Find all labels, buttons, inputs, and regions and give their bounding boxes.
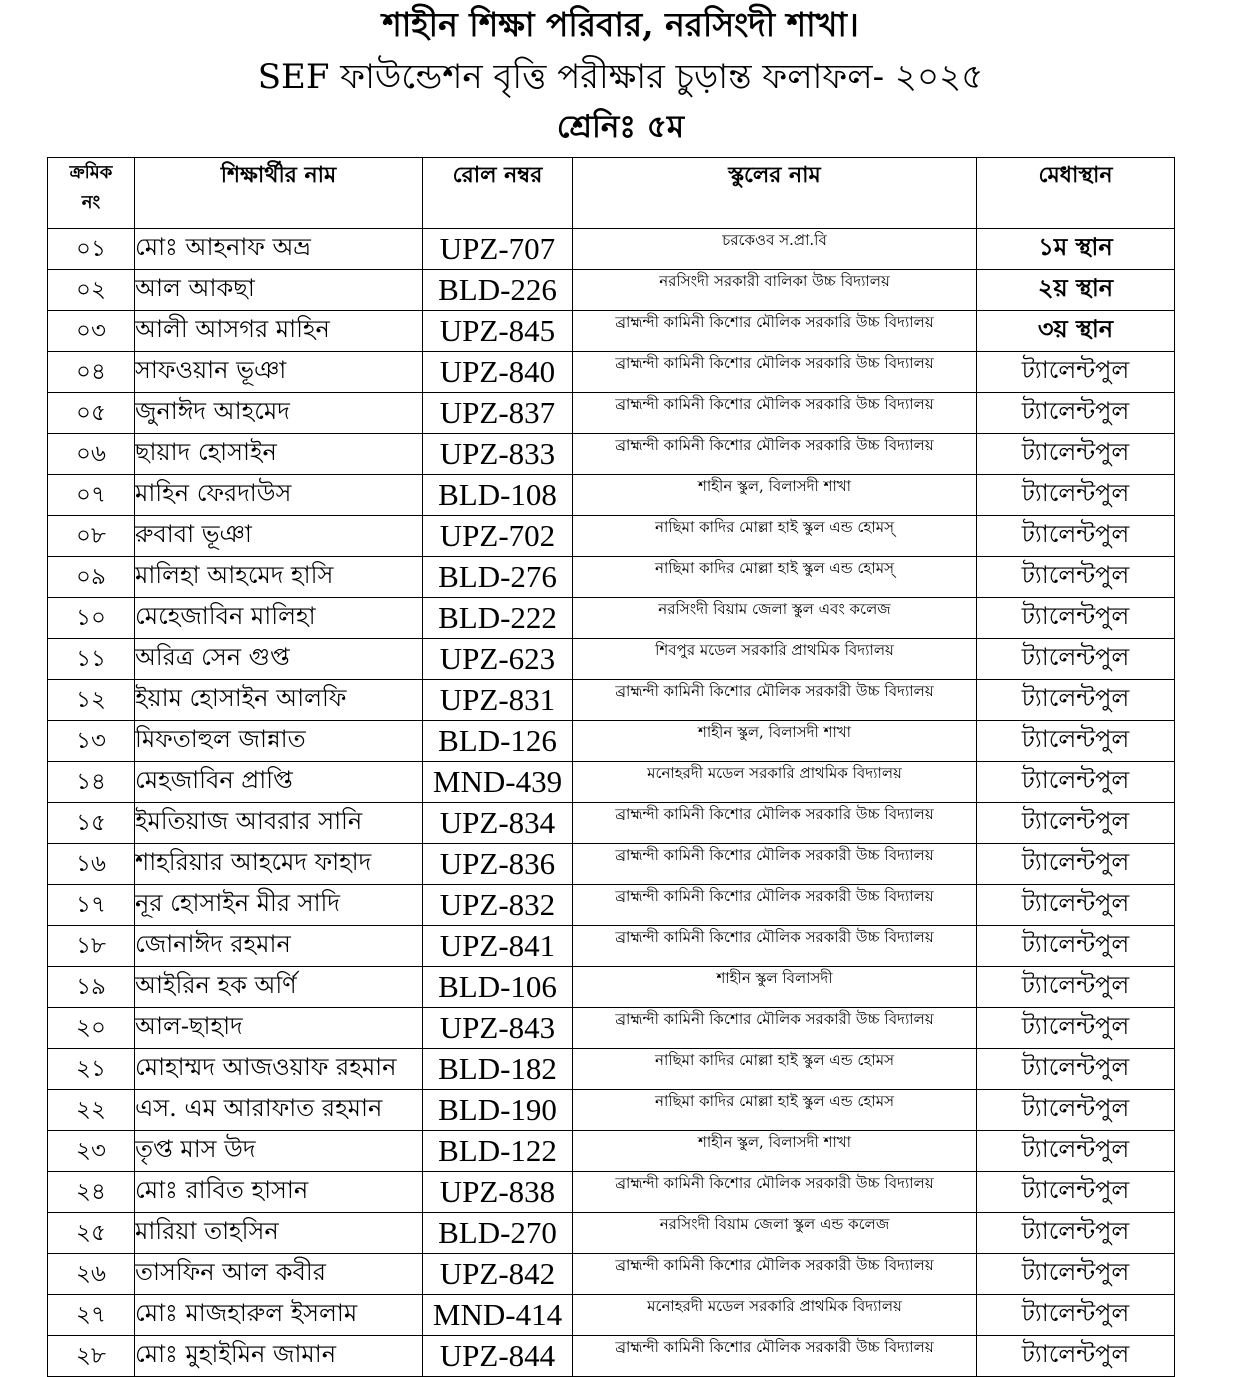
cell-school-name: ব্রাহ্মন্দী কামিনী কিশোর মৌলিক সরকারি উচ্চ বিদ্যালয় [573, 393, 977, 434]
table-row [48, 1049, 1175, 1090]
cell-serial: ০৩ [48, 311, 135, 352]
header-row [48, 158, 1175, 229]
cell-serial: ১৬ [48, 844, 135, 885]
cell-merit-position: ট্যালেন্টপুল [977, 721, 1175, 762]
table-row [48, 229, 1175, 270]
cell-roll-number: BLD-190 [423, 1090, 573, 1131]
cell-serial: ১৯ [48, 967, 135, 1008]
cell-school-name: ব্রাহ্মন্দী কামিনী কিশোর মৌলিক সরকারী উচ্চ বিদ্যালয় [573, 680, 977, 721]
cell-student-name: মোঃ মাজহারুল ইসলাম [135, 1295, 423, 1336]
column-header-school: স্কুলের নাম [573, 158, 977, 229]
cell-merit-position: ট্যালেন্টপুল [977, 639, 1175, 680]
cell-roll-number: UPZ-836 [423, 844, 573, 885]
cell-student-name: আল-ছাহাদ [135, 1008, 423, 1049]
cell-serial: ২১ [48, 1049, 135, 1090]
cell-roll-number: BLD-106 [423, 967, 573, 1008]
table-row [48, 926, 1175, 967]
cell-student-name: মোহাম্মদ আজওয়াফ রহমান [135, 1049, 423, 1090]
cell-merit-position: ট্যালেন্টপুল [977, 803, 1175, 844]
cell-student-name: ইমতিয়াজ আবরার সানি [135, 803, 423, 844]
cell-serial: ১৮ [48, 926, 135, 967]
table-row [48, 639, 1175, 680]
cell-school-name: নাছিমা কাদির মোল্লা হাই স্কুল এন্ড হোমস্ [573, 516, 977, 557]
table-row [48, 270, 1175, 311]
cell-merit-position: ট্যালেন্টপুল [977, 516, 1175, 557]
table-row [48, 1008, 1175, 1049]
cell-roll-number: MND-414 [423, 1295, 573, 1336]
table-row [48, 557, 1175, 598]
table-row [48, 1295, 1175, 1336]
cell-roll-number: UPZ-845 [423, 311, 573, 352]
cell-roll-number: UPZ-843 [423, 1008, 573, 1049]
table-row [48, 475, 1175, 516]
cell-serial: ২০ [48, 1008, 135, 1049]
cell-merit-position: ট্যালেন্টপুল [977, 434, 1175, 475]
cell-student-name: জুনাঈদ আহমেদ [135, 393, 423, 434]
cell-serial: ২৫ [48, 1213, 135, 1254]
column-header-serial-line2: নং [81, 192, 101, 213]
table-row [48, 1213, 1175, 1254]
cell-serial: ০৫ [48, 393, 135, 434]
cell-school-name: মনোহরদী মডেল সরকারি প্রাথমিক বিদ্যালয় [573, 762, 977, 803]
cell-roll-number: UPZ-838 [423, 1172, 573, 1213]
cell-roll-number: UPZ-834 [423, 803, 573, 844]
cell-merit-position: ট্যালেন্টপুল [977, 885, 1175, 926]
cell-student-name: আলী আসগর মাহিন [135, 311, 423, 352]
cell-school-name: নরসিংদী বিয়াম জেলা স্কুল এন্ড কলেজ [573, 1213, 977, 1254]
cell-student-name: এস. এম আরাফাত রহমান [135, 1090, 423, 1131]
cell-merit-position: ট্যালেন্টপুল [977, 1131, 1175, 1172]
cell-roll-number: UPZ-841 [423, 926, 573, 967]
cell-merit-position: ট্যালেন্টপুল [977, 680, 1175, 721]
cell-student-name: মেহেজাবিন মালিহা [135, 598, 423, 639]
cell-serial: ০৬ [48, 434, 135, 475]
cell-merit-position: ৩য় স্থান [977, 311, 1175, 352]
table-row [48, 762, 1175, 803]
cell-serial: ২৭ [48, 1295, 135, 1336]
cell-school-name: ব্রাহ্মন্দী কামিনী কিশোর মৌলিক সরকারী উচ্চ বিদ্যালয় [573, 1254, 977, 1295]
cell-serial: ২৬ [48, 1254, 135, 1295]
cell-merit-position: ট্যালেন্টপুল [977, 1090, 1175, 1131]
cell-merit-position: ট্যালেন্টপুল [977, 967, 1175, 1008]
column-header-serial-line1: ক্রমিক [69, 162, 113, 183]
cell-school-name: নরসিংদী সরকারী বালিকা উচ্চ বিদ্যালয় [573, 270, 977, 311]
cell-school-name: ব্রাহ্মন্দী কামিনী কিশোর মৌলিক সরকারি উচ্চ বিদ্যালয় [573, 311, 977, 352]
cell-student-name: নূর হোসাইন মীর সাদি [135, 885, 423, 926]
cell-serial: ১১ [48, 639, 135, 680]
results-table-header [48, 158, 1175, 229]
cell-school-name: শাহীন স্কুল, বিলাসদী শাখা [573, 1131, 977, 1172]
table-row [48, 967, 1175, 1008]
cell-serial: ১৫ [48, 803, 135, 844]
table-row [48, 1172, 1175, 1213]
cell-roll-number: UPZ-844 [423, 1336, 573, 1377]
cell-merit-position: ট্যালেন্টপুল [977, 926, 1175, 967]
cell-roll-number: BLD-226 [423, 270, 573, 311]
cell-merit-position: ট্যালেন্টপুল [977, 1008, 1175, 1049]
cell-student-name: মাহিন ফেরদাউস [135, 475, 423, 516]
cell-student-name: আইরিন হক অর্ণি [135, 967, 423, 1008]
cell-roll-number: UPZ-707 [423, 229, 573, 270]
table-row [48, 393, 1175, 434]
cell-roll-number: UPZ-702 [423, 516, 573, 557]
table-row [48, 844, 1175, 885]
cell-school-name: শাহীন স্কুল, বিলাসদী শাখা [573, 475, 977, 516]
cell-serial: ২৪ [48, 1172, 135, 1213]
cell-merit-position: ১ম স্থান [977, 229, 1175, 270]
cell-student-name: আল আকছা [135, 270, 423, 311]
results-table-body [48, 229, 1175, 1377]
cell-school-name: ব্রাহ্মন্দী কামিনী কিশোর মৌলিক সরকারী উচ্চ বিদ্যালয় [573, 1172, 977, 1213]
cell-serial: ২২ [48, 1090, 135, 1131]
cell-merit-position: ট্যালেন্টপুল [977, 1254, 1175, 1295]
cell-roll-number: UPZ-837 [423, 393, 573, 434]
cell-merit-position: ট্যালেন্টপুল [977, 1049, 1175, 1090]
cell-merit-position: ট্যালেন্টপুল [977, 352, 1175, 393]
table-row [48, 721, 1175, 762]
cell-student-name: মোঃ রাবিত হাসান [135, 1172, 423, 1213]
column-header-serial [48, 158, 135, 229]
cell-roll-number: BLD-182 [423, 1049, 573, 1090]
table-row [48, 885, 1175, 926]
cell-student-name: রুবাবা ভূঞা [135, 516, 423, 557]
cell-serial: ০৭ [48, 475, 135, 516]
cell-student-name: অরিত্র সেন গুপ্ত [135, 639, 423, 680]
cell-school-name: ব্রাহ্মন্দী কামিনী কিশোর মৌলিক সরকারী উচ্চ বিদ্যালয় [573, 844, 977, 885]
cell-student-name: ছায়াদ হোসাইন [135, 434, 423, 475]
cell-merit-position: ট্যালেন্টপুল [977, 1172, 1175, 1213]
table-row [48, 352, 1175, 393]
table-row [48, 1336, 1175, 1377]
cell-serial: ০১ [48, 229, 135, 270]
cell-student-name: জোনাঈদ রহমান [135, 926, 423, 967]
cell-merit-position: ট্যালেন্টপুল [977, 475, 1175, 516]
cell-serial: ২৮ [48, 1336, 135, 1377]
cell-roll-number: BLD-276 [423, 557, 573, 598]
table-row [48, 680, 1175, 721]
cell-roll-number: UPZ-831 [423, 680, 573, 721]
cell-serial: ১৩ [48, 721, 135, 762]
cell-roll-number: MND-439 [423, 762, 573, 803]
table-row [48, 1254, 1175, 1295]
cell-school-name: শাহীন স্কুল বিলাসদী [573, 967, 977, 1008]
cell-roll-number: BLD-108 [423, 475, 573, 516]
cell-student-name: শাহরিয়ার আহমেদ ফাহাদ [135, 844, 423, 885]
table-row [48, 1131, 1175, 1172]
cell-serial: ১৪ [48, 762, 135, 803]
cell-school-name: নাছিমা কাদির মোল্লা হাই স্কুল এন্ড হোমস্ [573, 557, 977, 598]
cell-roll-number: UPZ-833 [423, 434, 573, 475]
cell-merit-position: ট্যালেন্টপুল [977, 1336, 1175, 1377]
column-header-name: শিক্ষার্থীর নাম [135, 158, 423, 229]
cell-roll-number: BLD-126 [423, 721, 573, 762]
cell-serial: ০৪ [48, 352, 135, 393]
table-row [48, 1090, 1175, 1131]
cell-roll-number: UPZ-623 [423, 639, 573, 680]
cell-student-name: ইয়াম হোসাইন আলফি [135, 680, 423, 721]
cell-merit-position: ২য় স্থান [977, 270, 1175, 311]
cell-school-name: মনোহরদী মডেল সরকারি প্রাথমিক বিদ্যালয় [573, 1295, 977, 1336]
class-title: শ্রেনিঃ ৫ম [556, 109, 685, 145]
cell-merit-position: ট্যালেন্টপুল [977, 393, 1175, 434]
cell-roll-number: UPZ-842 [423, 1254, 573, 1295]
cell-school-name: ব্রাহ্মন্দী কামিনী কিশোর মৌলিক সরকারি উচ্চ বিদ্যালয় [573, 434, 977, 475]
cell-serial: ২৩ [48, 1131, 135, 1172]
cell-roll-number: UPZ-840 [423, 352, 573, 393]
cell-school-name: ব্রাহ্মন্দী কামিনী কিশোর মৌলিক সরকারী উচ্চ বিদ্যালয় [573, 1336, 977, 1377]
cell-serial: ০২ [48, 270, 135, 311]
cell-serial: ১৭ [48, 885, 135, 926]
cell-school-name: শাহীন স্কুল, বিলাসদী শাখা [573, 721, 977, 762]
cell-serial: ০৯ [48, 557, 135, 598]
cell-serial: ০৮ [48, 516, 135, 557]
cell-serial: ১০ [48, 598, 135, 639]
cell-roll-number: UPZ-832 [423, 885, 573, 926]
cell-student-name: মোঃ মুহাইমিন জামান [135, 1336, 423, 1377]
cell-merit-position: ট্যালেন্টপুল [977, 557, 1175, 598]
cell-school-name: নাছিমা কাদির মোল্লা হাই স্কুল এন্ড হোমস [573, 1090, 977, 1131]
cell-merit-position: ট্যালেন্টপুল [977, 1295, 1175, 1336]
table-row [48, 311, 1175, 352]
cell-school-name: চরকেওব স.প্রা.বি [573, 229, 977, 270]
cell-school-name: ব্রাহ্মন্দী কামিনী কিশোর মৌলিক সরকারি উচ্চ বিদ্যালয় [573, 352, 977, 393]
cell-student-name: মারিয়া তাহসিন [135, 1213, 423, 1254]
cell-school-name: শিবপুর মডেল সরকারি প্রাথমিক বিদ্যালয় [573, 639, 977, 680]
cell-merit-position: ট্যালেন্টপুল [977, 762, 1175, 803]
cell-school-name: নাছিমা কাদির মোল্লা হাই স্কুল এন্ড হোমস [573, 1049, 977, 1090]
cell-merit-position: ট্যালেন্টপুল [977, 1213, 1175, 1254]
table-row [48, 434, 1175, 475]
column-header-merit: মেধাস্থান [977, 158, 1175, 229]
cell-roll-number: BLD-122 [423, 1131, 573, 1172]
column-header-roll: রোল নম্বর [423, 158, 573, 229]
cell-school-name: ব্রাহ্মন্দী কামিনী কিশোর মৌলিক সরকারী উচ্চ বিদ্যালয় [573, 885, 977, 926]
cell-roll-number: BLD-222 [423, 598, 573, 639]
cell-school-name: ব্রাহ্মন্দী কামিনী কিশোর মৌলিক সরকারী উচ্চ বিদ্যালয় [573, 1008, 977, 1049]
cell-student-name: তাসফিন আল কবীর [135, 1254, 423, 1295]
cell-serial: ১২ [48, 680, 135, 721]
cell-school-name: ব্রাহ্মন্দী কামিনী কিশোর মৌলিক সরকারি উচ্চ বিদ্যালয় [573, 803, 977, 844]
cell-student-name: তৃপ্ত মাস উদ [135, 1131, 423, 1172]
cell-student-name: মালিহা আহমেদ হাসি [135, 557, 423, 598]
cell-roll-number: BLD-270 [423, 1213, 573, 1254]
cell-merit-position: ট্যালেন্টপুল [977, 598, 1175, 639]
cell-merit-position: ট্যালেন্টপুল [977, 844, 1175, 885]
exam-title: SEF ফাউন্ডেশন বৃত্তি পরীক্ষার চুড়ান্ত ফলাফল- ২০২৫ [257, 57, 984, 97]
cell-student-name: সাফওয়ান ভূঞা [135, 352, 423, 393]
table-row [48, 598, 1175, 639]
cell-school-name: ব্রাহ্মন্দী কামিনী কিশোর মৌলিক সরকারী উচ্চ বিদ্যালয় [573, 926, 977, 967]
table-row [48, 516, 1175, 557]
cell-student-name: মিফতাহুল জান্নাত [135, 721, 423, 762]
cell-student-name: মোঃ আহনাফ অভ্র [135, 229, 423, 270]
organization-title: শাহীন শিক্ষা পরিবার, নরসিংদী শাখা। [382, 5, 859, 44]
results-table [47, 157, 1175, 1377]
cell-school-name: নরসিংদী বিয়াম জেলা স্কুল এবং কলেজ [573, 598, 977, 639]
cell-student-name: মেহজাবিন প্রাপ্তি [135, 762, 423, 803]
table-row [48, 803, 1175, 844]
